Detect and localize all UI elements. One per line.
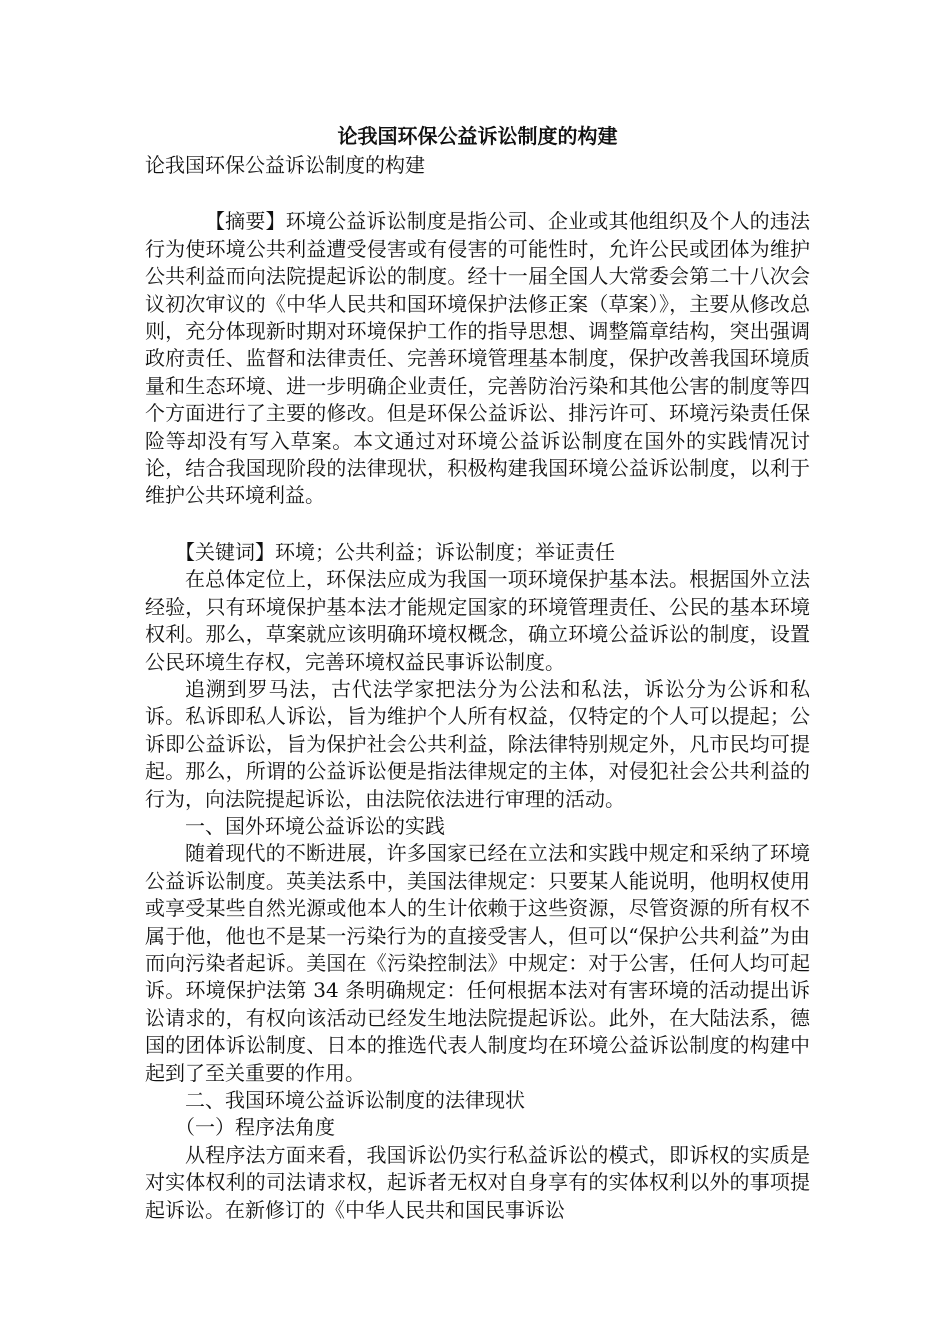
document-subtitle: 论我国环保公益诉讼制度的构建 [145, 153, 425, 177]
section-heading-1: 一、国外环境公益诉讼的实践 [185, 813, 445, 838]
body-paragraph-2: 追溯到罗马法，古代法学家把法分为公法和私法，诉讼分为公诉和私诉。私诉即私人诉讼，旨为维护个人所有权益，仅特定的个人可以提起；公诉即公益诉讼，旨为保护社会公共利益，除法律特别规定外，凡市民均可提起。那么，所谓的公益诉讼便是指法律规定的主体，对侵犯社会公共利益的行为，向法院提起诉讼，由法院依法进行审理的活动。 [145, 676, 810, 811]
keywords-text: 环境；公共利益；诉讼制度；举证责任 [275, 539, 615, 564]
abstract-paragraph [145, 208, 810, 509]
abstract-label: 【摘要】 [205, 209, 286, 234]
document-title: 论我国环保公益诉讼制度的构建 [337, 124, 618, 148]
body-paragraph-1: 在总体定位上，环保法应成为我国一项环境保护基本法。根据国外立法经验，只有环境保护基本法才能规定国家的环境管理责任、公民的基本环境权利。那么，草案就应该明确环境权概念，确立环境公益诉讼的制度，设置公民环境生存权，完善环境权益民事诉讼制度。 [145, 567, 810, 674]
keywords-paragraph [145, 539, 810, 566]
section-heading-2: 二、我国环境公益诉讼制度的法律现状 [185, 1088, 525, 1112]
keywords-label: 【关键词】 [175, 539, 275, 564]
body-paragraph-3: 随着现代的不断进展，许多国家已经在立法和实践中规定和采纳了环境公益诉讼制度。英美法系中，美国法律规定：只要某人能说明，他明权使用或享受某些自然光源或他本人的生计依赖于这些资源，尽管资源的所有权不属于他，他也不是某一污染行为的直接受害人，但可以“保护公共利益”为由而向污染者起诉。美国在《污染控制法》中规定：对于公害，任何人均可起诉。环境保护法第 34 条明确规定：任何根据本法对有害环境的活动提出诉讼请求的，有权向该活动已经发生地法院提起诉讼。此外，在大陆法系，德国的团体诉讼制度、日本的推选代表人制度均在环境公益诉讼制度的构建中起到了至关重要的作用。 [145, 841, 810, 1085]
subsection-heading-2-1: （一）程序法角度 [175, 1115, 335, 1140]
abstract-text: 环境公益诉讼制度是指公司、企业或其他组织及个人的违法行为使环境公共利益遭受侵害或有侵害的可能性时，允许公民或团体为维护公共利益而向法院提起诉讼的制度。经十一届全国人大常委会第二十八次会议初次审议的《中华人民共和国环境保护法修正案（草案）》，主要从修改总则，充分体现新时期对环境保护工作的指导思想、调整篇章结构，突出强调政府责任、监督和法律责任、完善环境管理基本制度，保护改善我国环境质量和生态环境、进一步明确企业责任，完善防治污染和其他公害的制度等四个方面进行了主要的修改。但是环保公益诉讼、排污许可、环境污染责任保险等却没有写入草案。本文通过对环境公益诉讼制度在国外的实践情况讨论，结合我国现阶段的法律现状，积极构建我国环境公益诉讼制度，以利于维护公共环境利益。 [145, 209, 811, 508]
body-paragraph-4: 从程序法方面来看，我国诉讼仍实行私益诉讼的模式，即诉权的实质是对实体权利的司法请求权，起诉者无权对自身享有的实体权利以外的事项提起诉讼。在新修订的《中华人民共和国民事诉讼 [145, 1142, 810, 1222]
document-body [145, 120, 810, 1224]
